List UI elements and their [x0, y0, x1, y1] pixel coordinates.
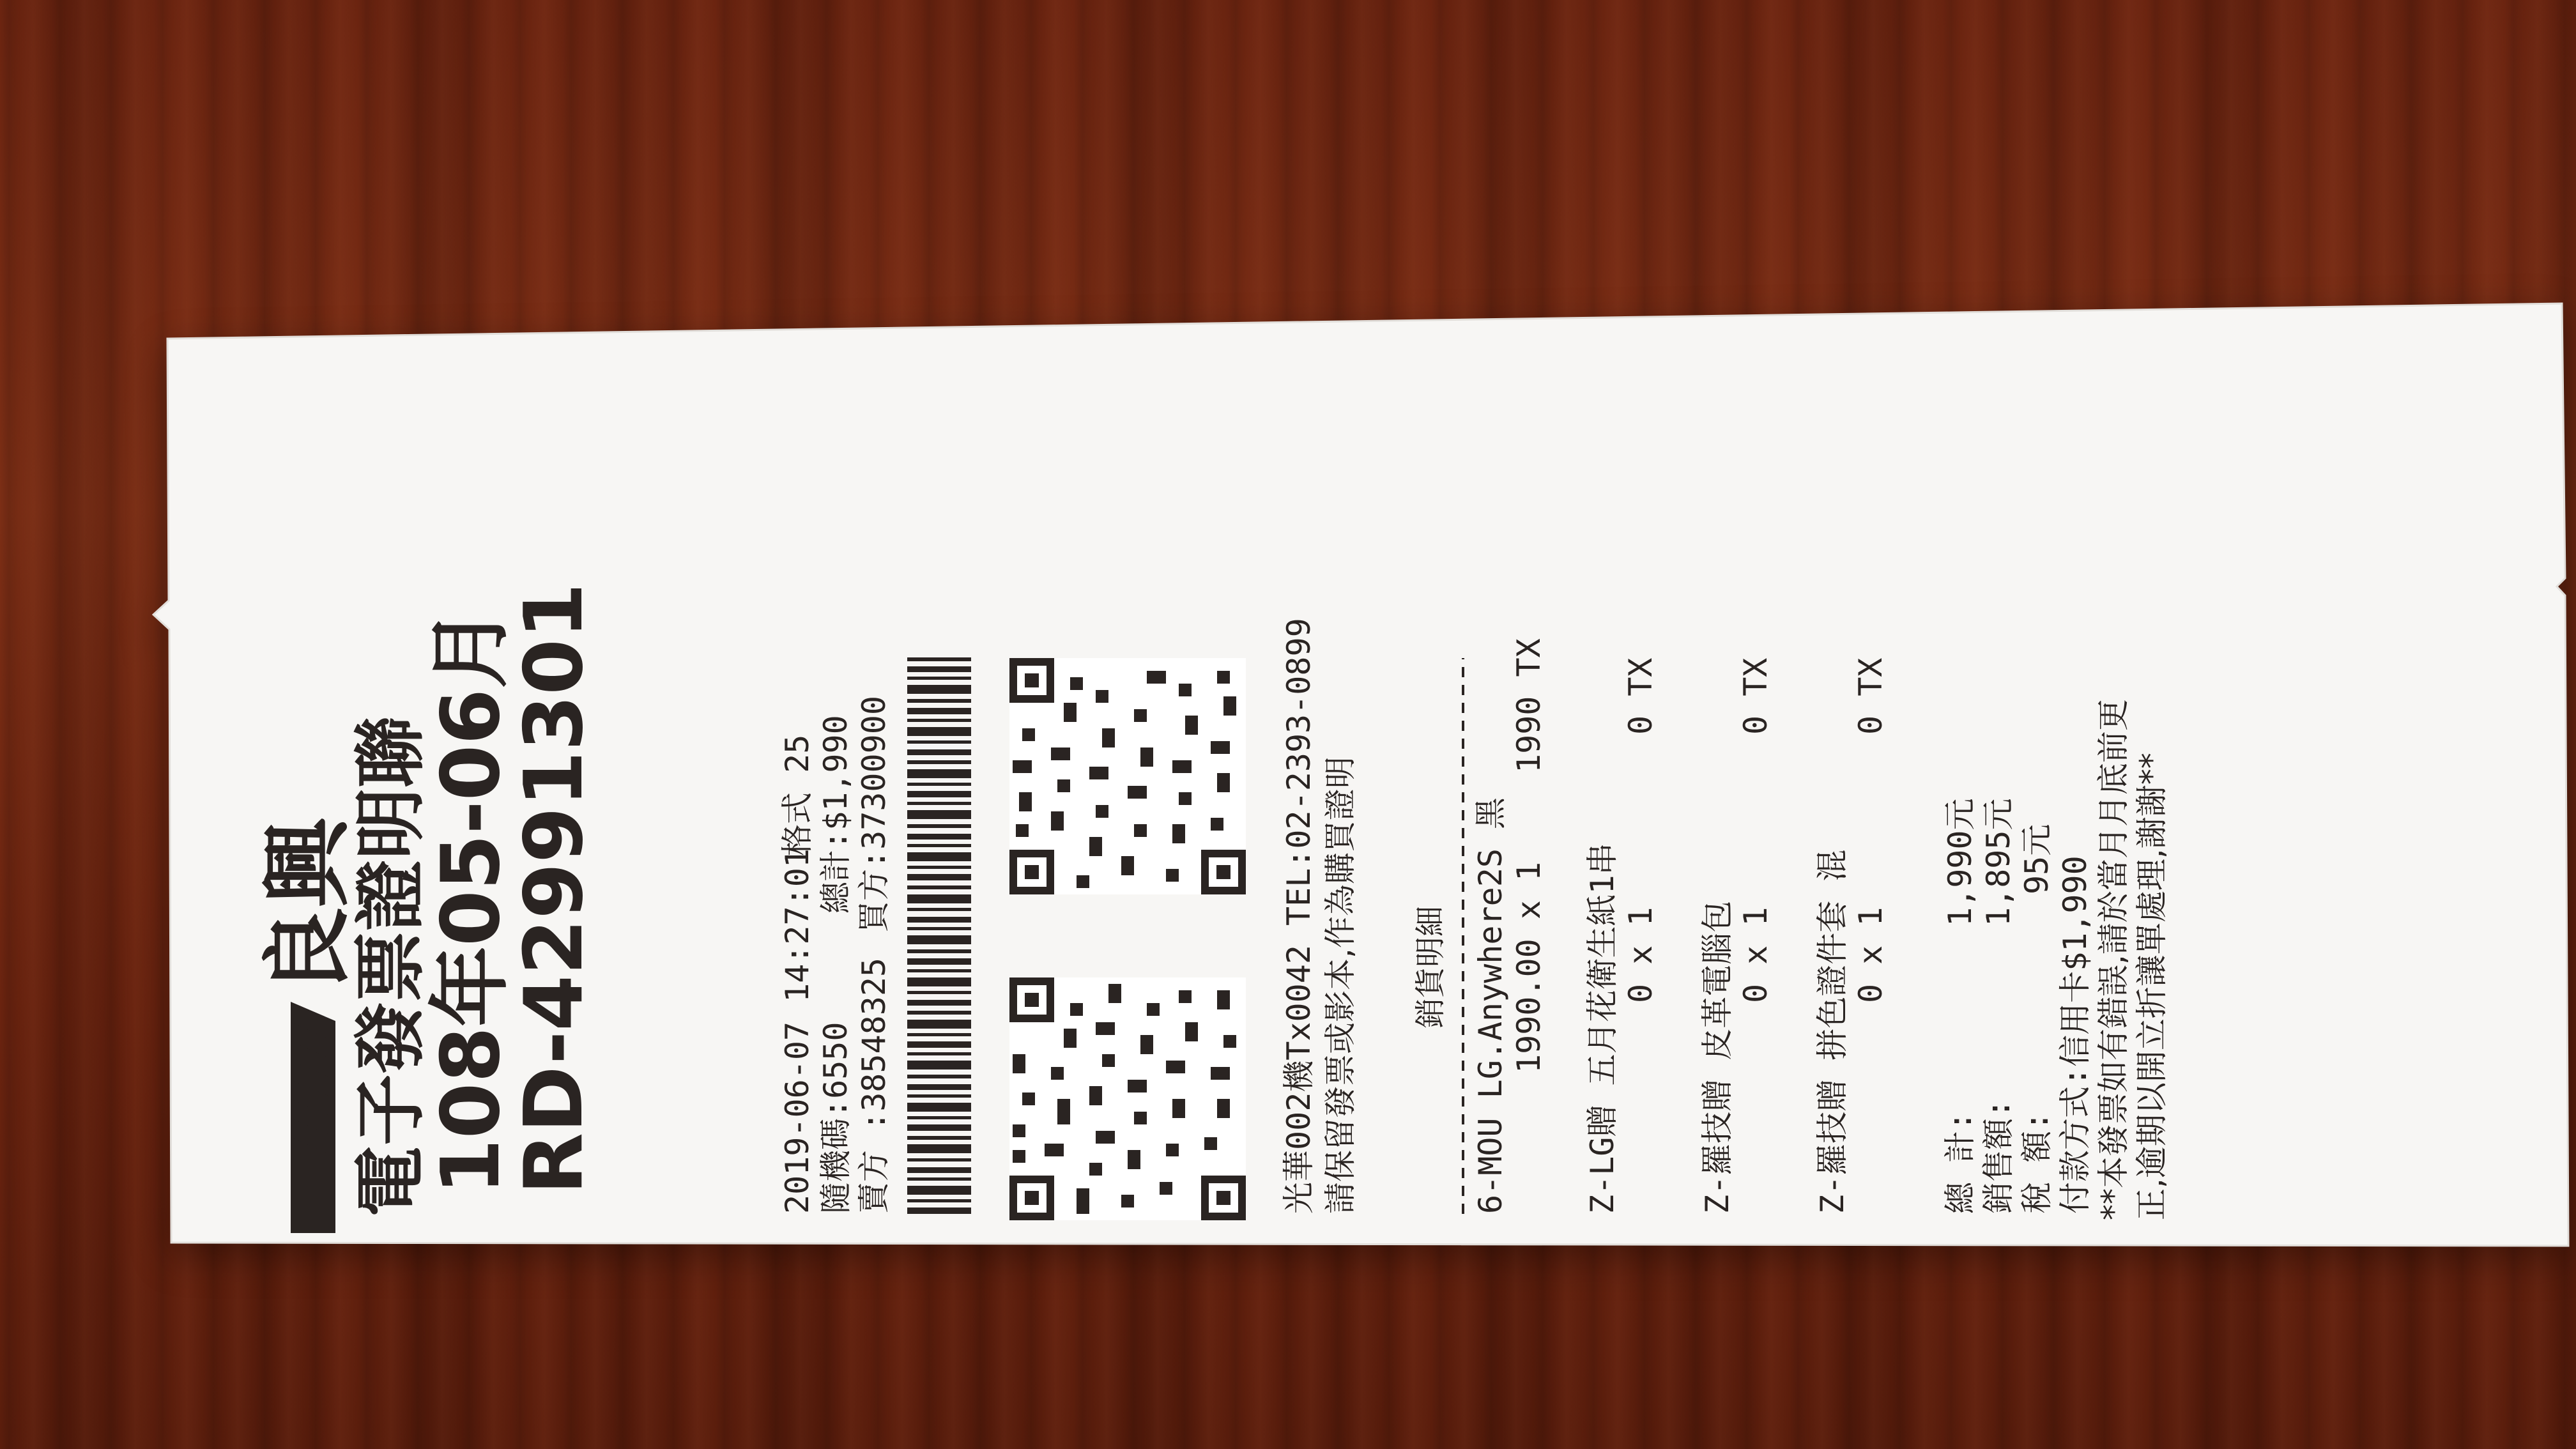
brand-name: 良興 — [256, 817, 360, 997]
summary-label: 稅 額: — [2018, 1111, 2055, 1214]
qr-code-left — [1009, 977, 1246, 1220]
item-amount: 1990 TX — [1510, 638, 1547, 773]
invoice-notice-line-2: 正,逾期以開立折讓單處理,謝謝** — [2133, 753, 2170, 1220]
summary-label: 銷售額: — [1980, 1098, 2017, 1214]
item-amount: 0 TX — [1737, 657, 1774, 735]
invoice-period: 108年05-06月 — [424, 608, 518, 1195]
item-name: Z-羅技贈 拼色證件套 混 — [1814, 849, 1851, 1214]
invoice-barcode — [907, 657, 971, 1214]
details-heading: 銷貨明細 — [1413, 905, 1448, 1029]
summary-label: 總 計: — [1942, 1111, 1979, 1214]
seller-id: 賣方 :38548325 — [855, 957, 893, 1214]
item-name: 6-MOU LG.Anywhere2S 黑 — [1472, 797, 1509, 1214]
item-name: Z-LG贈 五月花衛生紙1串 — [1584, 843, 1621, 1214]
item-qty: 0 x 1 — [1622, 907, 1659, 1003]
invoice-format: 格式 25 — [779, 734, 816, 856]
item-amount: 0 TX — [1852, 657, 1889, 735]
keep-receipt-note: 請保留發票或影本,作為購買證明 — [1322, 756, 1359, 1214]
receipt-title: 電子發票證明聯 — [349, 716, 433, 1217]
item-qty: 0 x 1 — [1737, 907, 1774, 1003]
buyer-id: 買方:37300900 — [855, 696, 893, 933]
store-info: 光華002機Tx0042 TEL:02-2393-0899 — [1280, 618, 1317, 1214]
item-name: Z-羅技贈 皮革電腦包 — [1699, 900, 1736, 1214]
invoice-notice-line-1: **本發票如有錯誤,請於當月月底前更 — [2095, 699, 2132, 1220]
total-amount-header: 總計:$1,990 — [817, 715, 854, 914]
summary-value: 1,895元 — [1980, 798, 2017, 926]
summary-value: 1,990元 — [1942, 798, 1979, 926]
invoice-number: RD-42991301 — [507, 583, 601, 1195]
item-qty: 0 x 1 — [1852, 907, 1889, 1003]
qr-code-right — [1009, 658, 1246, 894]
summary-value: 95元 — [2018, 824, 2055, 894]
invoice-datetime: 2019-06-07 14:27:01 — [779, 848, 816, 1214]
payment-method: 付款方式:信用卡$1,990 — [2057, 855, 2094, 1214]
item-amount: 0 TX — [1622, 657, 1659, 735]
item-qty: 1990.00 x 1 — [1510, 861, 1547, 1073]
random-code: 隨機碼:6550 — [817, 1022, 854, 1214]
